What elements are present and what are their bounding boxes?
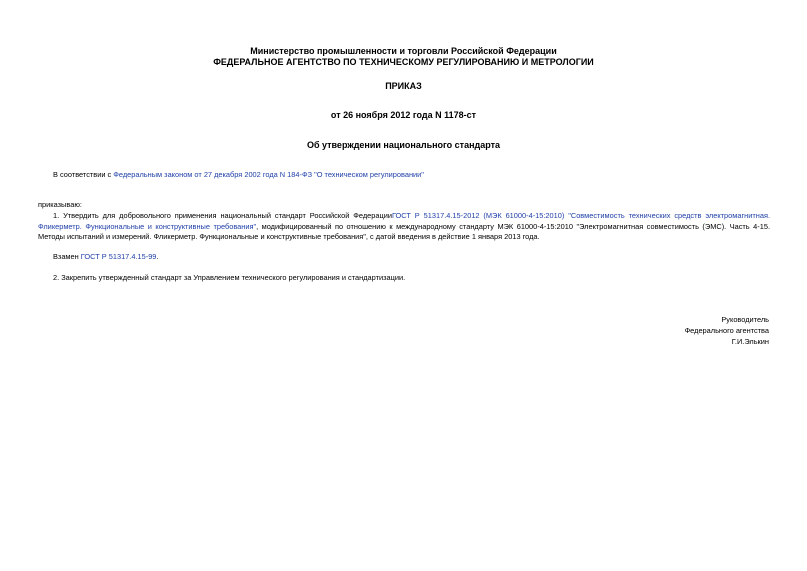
basis-paragraph	[38, 170, 770, 181]
order-word: приказываю:	[38, 200, 82, 209]
order-subject: Об утверждении национального стандарта	[306, 140, 501, 150]
replacement-suffix: .	[156, 252, 159, 261]
federal-law-link[interactable]: Федеральным законом от 27 декабря 2002 года N 184-ФЗ "О техническом регулировании"	[113, 170, 424, 179]
signatory-position: Руководитель	[721, 315, 769, 324]
item1-suffix: , модифицированный по отношению к международному стандарту МЭК 61000-4-15:2010 "Электромагнитная совместимость (ЭМС). Часть 4-15. Методы испытаний и измерений. Фликерметр. Функциональные и конструктивные требования", с датой введения в действие 1 января 2013 года.	[38, 221, 770, 242]
signatory-organization: Федерального агентства	[684, 326, 769, 335]
document-header	[0, 46, 807, 68]
order-date-number: от 26 ноября 2012 года N 1178-ст	[330, 110, 477, 120]
item1-prefix: 1. Утвердить для добровольного применения национальный стандарт Российской Федерации	[53, 211, 392, 220]
order-title: ПРИКАЗ	[385, 81, 422, 91]
gost-99-link[interactable]: ГОСТ Р 51317.4.15-99	[80, 252, 157, 261]
gost-2012-link[interactable]: ГОСТ Р 51317.4.15-2012 (МЭК 61000-4-15:2010) "Совместимость технических средств электромагнитная. Фликерметр. Функциональные и конструктивные требования"	[38, 211, 771, 231]
signature-block	[685, 314, 769, 347]
replacement-prefix: Взамен	[53, 252, 81, 261]
signatory-name: Г.И.Элькин	[731, 337, 769, 346]
item1-paragraph	[38, 211, 770, 243]
replacement-paragraph	[38, 252, 770, 263]
agency-name: ФЕДЕРАЛЬНОЕ АГЕНТСТВО ПО ТЕХНИЧЕСКОМУ РЕГУЛИРОВАНИЮ И МЕТРОЛОГИИ	[213, 57, 594, 67]
basis-prefix: В соответствии с	[53, 170, 114, 179]
item2-paragraph: 2. Закрепить утвержденный стандарт за Управлением технического регулирования и стандартизации.	[53, 273, 406, 282]
ministry-name: Министерство промышленности и торговли Российской Федерации	[250, 46, 557, 56]
